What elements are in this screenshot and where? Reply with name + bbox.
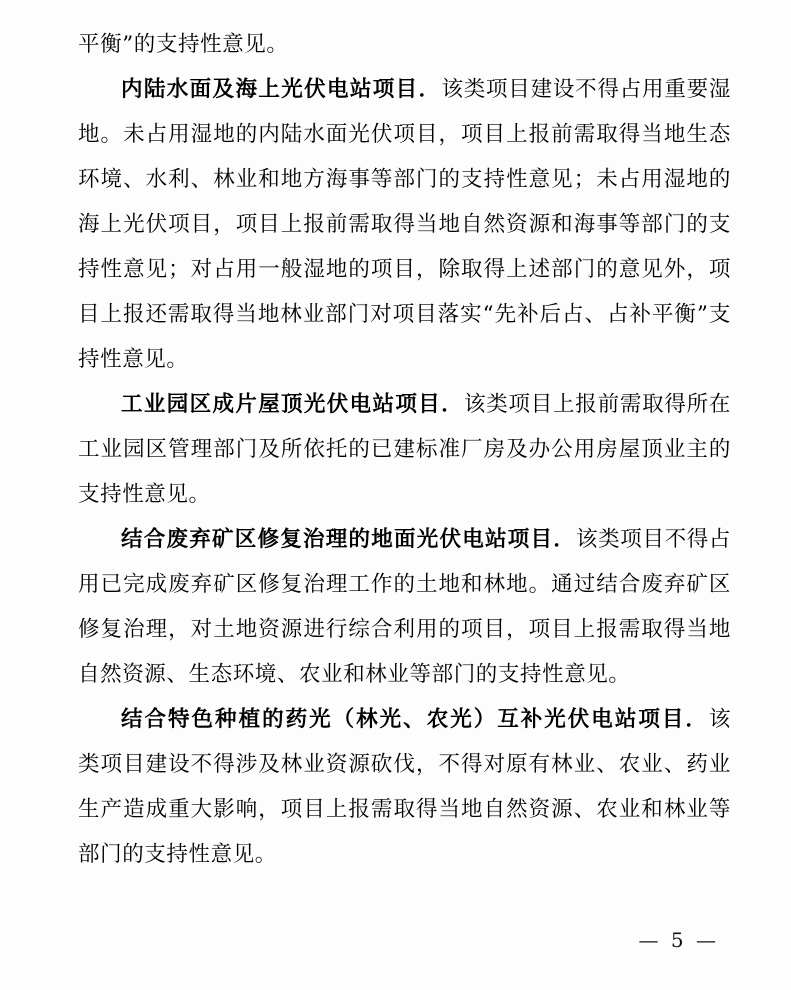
paragraph-text: 该类项目建设不得占用重要湿地。未占用湿地的内陆水面光伏项目，项目上报前需取得当地生态环境、水利、林业和地方海事等部门的支持性意见；未占用湿地的海上光伏项目，项目上报前需取得当地自然资源和海事等部门的支持性意见；对占用一般湿地的项目，除取得上述部门的意见外，项目上报还需取得当地林业部门对项目落实“先补后占、占补平衡”支持性意见。 [78, 77, 731, 372]
paragraph-text: 该类项目不得占用已完成废弃矿区修复治理工作的土地和林地。通过结合废弃矿区修复治理，对土地资源进行综合利用的项目，项目上报需取得当地自然资源、生态环境、农业和林业等部门的支持性意见。 [78, 527, 731, 687]
paragraph-text: 该类项目上报前需取得所在工业园区管理部门及所依托的已建标准厂房及办公用房屋顶业主的支持性意见。 [78, 392, 731, 507]
paragraph-lead-in: 工业园区成片屋顶光伏电站项目． [121, 392, 464, 417]
paragraph-text: 平衡”的支持性意见。 [78, 32, 289, 57]
page-number: — 5 — [638, 928, 719, 952]
document-body [78, 22, 731, 877]
paragraph-abandoned-mine [78, 517, 731, 697]
paragraph-lead-in: 结合特色种植的药光（林光、农光）互补光伏电站项目． [121, 707, 709, 732]
paragraph-industrial-park-rooftop [78, 382, 731, 517]
paragraph-lead-in: 内陆水面及海上光伏电站项目． [121, 77, 442, 102]
paragraph-inland-water-offshore [78, 67, 731, 382]
paragraph-text: 该类项目建设不得涉及林业资源砍伐，不得对原有林业、农业、药业生产造成重大影响，项目上报需取得当地自然资源、农业和林业等部门的支持性意见。 [78, 707, 731, 867]
paragraph-agrivoltaic [78, 697, 731, 877]
paragraph-continuation [78, 22, 731, 67]
paragraph-lead-in: 结合废弃矿区修复治理的地面光伏电站项目． [121, 527, 576, 552]
